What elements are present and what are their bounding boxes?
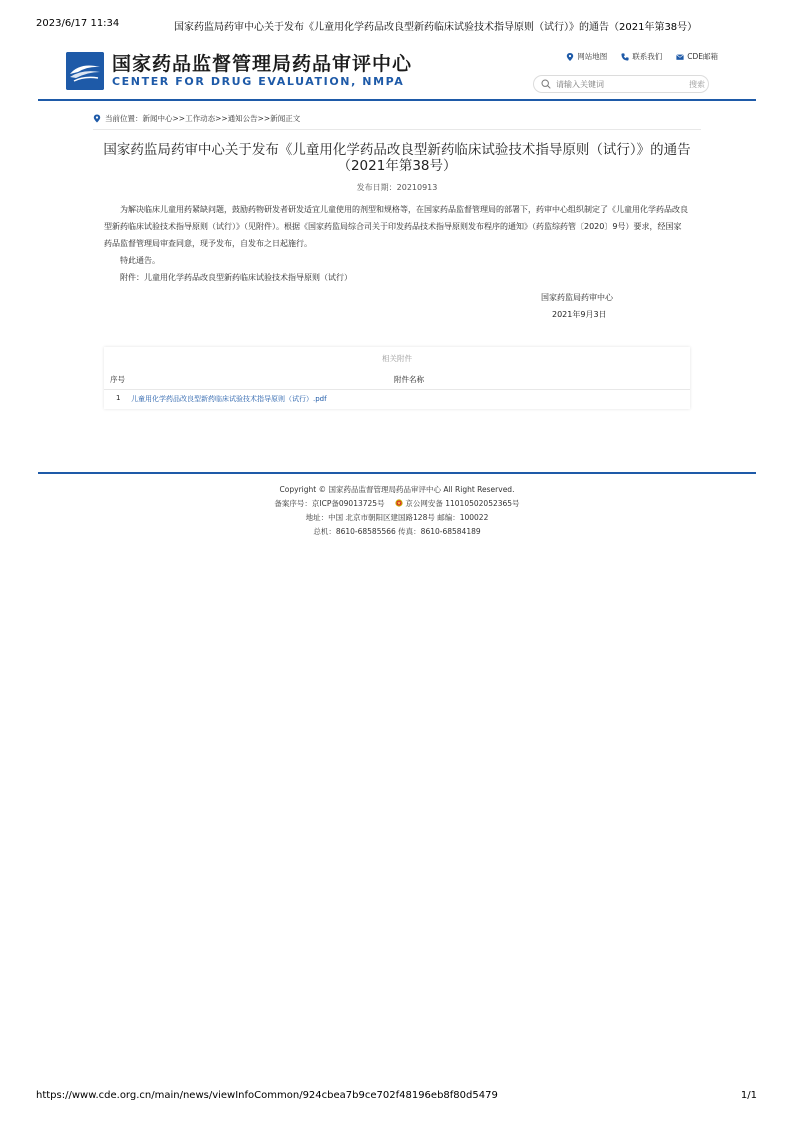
contact-us-link[interactable] [621,51,662,62]
search-input[interactable] [556,78,701,90]
site-brand-cn[interactable]: 国家药品监督管理局药品审评中心 [112,53,413,75]
search-box [533,75,709,93]
footer-police-link[interactable]: 京公网安备 11010502052365号 [405,499,520,508]
breadcrumb [93,113,699,124]
signature-org: 国家药监局药审中心 [541,293,613,302]
attachment-link[interactable]: 儿童用化学药品改良型新药临床试验技术指导原则（试行）.pdf [131,395,327,403]
search-icon [541,79,551,89]
article-title: 国家药监局药审中心关于发布《儿童用化学药品改良型新药临床试验技术指导原则（试行）》的通告（2021年第38号） [103,142,691,174]
cde-mail-label: CDE邮箱 [687,52,718,61]
attachments-caption: 相关附件 [382,354,412,363]
attachment-index: 1 [116,394,121,402]
article-paragraph: 为解决临床儿童用药紧缺问题，鼓励药物研发者研发适宜儿童使用的剂型和规格等，在国家药品监督管理局的部署下，药审中心组织制定了《儿童用化学药品改良型新药临床试验技术指导原则（试行）》（见附件）。根据《国家药监局综合司关于印发药品技术指导原则发布程序的通知》（药监综药管〔2020〕9号）要求，经国家药品监督管理局审查同意，现予发布，自发布之日起施行。 [104,205,688,248]
location-pin-icon [566,53,574,61]
footer-registration [38,497,756,511]
attachments-table [104,347,690,409]
col-name-header: 附件名称 [394,375,424,384]
footer-divider [38,472,756,474]
col-index-header: 序号 [110,375,125,384]
attachments-header-row [104,369,690,390]
table-row [104,392,690,406]
site-brand-en: CENTER FOR DRUG EVALUATION, NMPA [112,75,405,88]
site-footer [38,483,756,539]
footer-phone: 总机：8610-68585566 传真：8610-68584189 [313,527,481,536]
mail-icon [676,53,684,61]
search-button[interactable]: 搜索 [689,80,705,89]
footer-copyright: Copyright © 国家药品监督管理局药品审评中心 All Right Reserved. [279,485,515,494]
publish-date: 发布日期：20210913 [356,183,438,192]
print-header [36,18,757,34]
site-map-label: 网站地图 [577,52,608,61]
cde-mail-link[interactable] [676,51,718,62]
breadcrumb-text[interactable]: 当前位置：新闻中心>>工作动态>>通知公告>>新闻正文 [105,114,301,123]
article-closing: 特此通告。 [120,256,160,265]
site-map-link[interactable] [566,51,607,62]
police-badge-icon [395,499,403,507]
phone-icon [621,53,629,61]
footer-address: 地址：中国 北京市朝阳区建国路128号 邮编：100022 [305,513,489,522]
site-header [38,46,756,100]
top-links [566,51,718,62]
article-attachment-note: 附件：儿童用化学药品改良型新药临床试验技术指导原则（试行） [120,273,352,282]
print-page-title: 国家药监局药审中心关于发布《儿童用化学药品改良型新药临床试验技术指导原则（试行）》的通告（2021年第38号） [174,22,698,33]
signature-date: 2021年9月3日 [552,310,607,319]
contact-us-label: 联系我们 [632,52,663,61]
print-page-number: 1/1 [740,1090,757,1101]
article-body [104,201,688,286]
print-url: https://www.cde.org.cn/main/news/viewInfoCommon/924cbea7b9ce702f48196eb8f80d5479 [36,1090,498,1101]
breadcrumb-divider [93,129,701,130]
location-pin-icon [93,114,101,123]
cde-logo-icon[interactable] [66,52,104,90]
header-divider [38,99,756,101]
footer-icp-link[interactable]: 备案序号：京ICP备09013725号 [274,499,385,508]
print-timestamp: 2023/6/17 11:34 [36,18,120,29]
